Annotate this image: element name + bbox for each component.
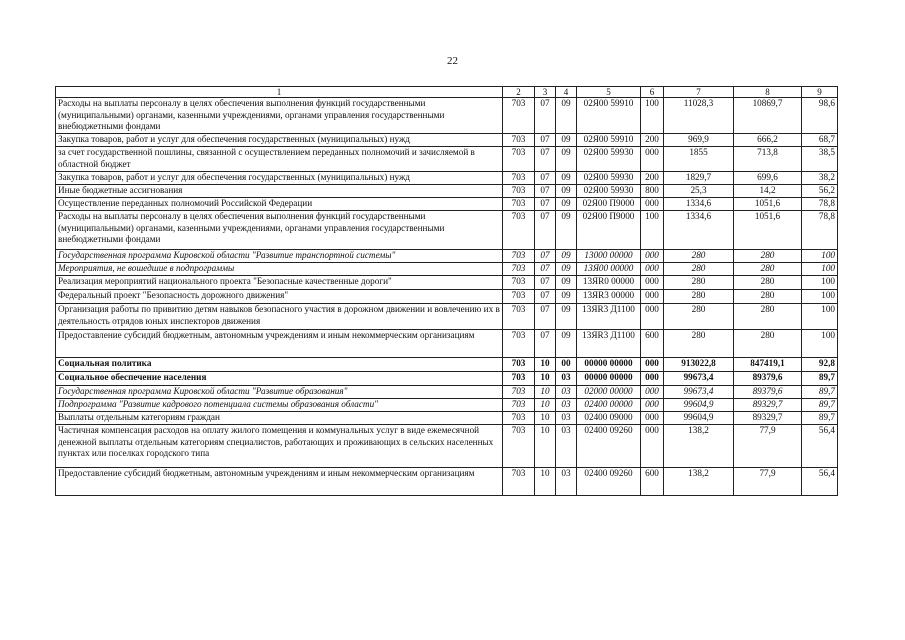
row-plan-cell: 1829,7 <box>664 172 734 185</box>
table-row <box>56 198 838 211</box>
row-subsection-cell: 03 <box>556 412 577 425</box>
row-plan-cell: 99604,9 <box>664 412 734 425</box>
row-name-cell: Частичная компенсация расходов на оплату жилого помещения и коммунальных услуг в виде ежемесячной денежной выплаты отдельным категориям специалистов, работающих и проживающих в сельских населенных пунктах или поселках городского типа <box>56 425 503 468</box>
table-row <box>56 468 838 496</box>
row-actual-cell: 77,9 <box>734 425 802 468</box>
row-expense-type-cell: 000 <box>641 250 664 263</box>
header-cell: 2 <box>503 87 535 98</box>
row-name-cell: Закупка товаров, работ и услуг для обеспечения государственных (муниципальных) нужд <box>56 172 503 185</box>
row-name-cell: Расходы на выплаты персоналу в целях обеспечения выполнения функций государственными (муниципальными) органами, казенными учреждениями, органами управления государственными внебюджетными фондами <box>56 211 503 250</box>
row-actual-cell: 89379,6 <box>734 372 802 386</box>
row-section-cell: 07 <box>535 98 556 134</box>
row-percent-cell: 98,6 <box>802 98 838 134</box>
row-target-article-cell: 13000 00000 <box>577 250 641 263</box>
row-plan-cell: 11028,3 <box>664 98 734 134</box>
row-actual-cell: 89329,7 <box>734 399 802 412</box>
table-row <box>56 399 838 412</box>
row-section-cell: 10 <box>535 386 556 399</box>
row-code-cell: 703 <box>503 425 535 468</box>
row-section-cell: 07 <box>535 330 556 358</box>
row-target-article-cell: 02000 00000 <box>577 386 641 399</box>
table-row <box>56 304 838 330</box>
row-target-article-cell: 13ЯR3 00000 <box>577 290 641 304</box>
row-percent-cell: 78,8 <box>802 211 838 250</box>
row-expense-type-cell: 000 <box>641 358 664 372</box>
row-subsection-cell: 00 <box>556 358 577 372</box>
row-plan-cell: 25,3 <box>664 185 734 198</box>
row-plan-cell: 1334,6 <box>664 211 734 250</box>
row-code-cell: 703 <box>503 276 535 290</box>
row-subsection-cell: 09 <box>556 198 577 211</box>
row-expense-type-cell: 600 <box>641 330 664 358</box>
table-row <box>56 372 838 386</box>
header-cell: 6 <box>641 87 664 98</box>
header-cell: 3 <box>535 87 556 98</box>
row-percent-cell: 100 <box>802 276 838 290</box>
row-code-cell: 703 <box>503 98 535 134</box>
row-expense-type-cell: 800 <box>641 185 664 198</box>
row-section-cell: 10 <box>535 468 556 496</box>
row-section-cell: 07 <box>535 198 556 211</box>
row-code-cell: 703 <box>503 412 535 425</box>
row-percent-cell: 89,7 <box>802 372 838 386</box>
row-code-cell: 703 <box>503 304 535 330</box>
row-percent-cell: 89,7 <box>802 399 838 412</box>
row-plan-cell: 138,2 <box>664 425 734 468</box>
row-actual-cell: 89379,6 <box>734 386 802 399</box>
row-percent-cell: 100 <box>802 304 838 330</box>
table-row <box>56 276 838 290</box>
table-row <box>56 290 838 304</box>
row-expense-type-cell: 100 <box>641 211 664 250</box>
row-actual-cell: 280 <box>734 250 802 263</box>
table-row <box>56 172 838 185</box>
row-section-cell: 07 <box>535 134 556 147</box>
row-target-article-cell: 02Я00 59930 <box>577 147 641 172</box>
row-actual-cell: 89329,7 <box>734 412 802 425</box>
row-percent-cell: 89,7 <box>802 412 838 425</box>
row-subsection-cell: 09 <box>556 276 577 290</box>
row-name-cell: Реализация мероприятий национального проекта "Безопасные качественные дороги" <box>56 276 503 290</box>
row-name-cell: Социальная политика <box>56 358 503 372</box>
row-expense-type-cell: 000 <box>641 372 664 386</box>
row-section-cell: 10 <box>535 358 556 372</box>
row-code-cell: 703 <box>503 134 535 147</box>
row-section-cell: 10 <box>535 372 556 386</box>
row-percent-cell: 100 <box>802 263 838 276</box>
row-subsection-cell: 09 <box>556 250 577 263</box>
row-plan-cell: 969,9 <box>664 134 734 147</box>
row-section-cell: 07 <box>535 250 556 263</box>
row-target-article-cell: 13ЯR3 Д1100 <box>577 330 641 358</box>
row-target-article-cell: 02Я00 59930 <box>577 172 641 185</box>
row-plan-cell: 280 <box>664 263 734 276</box>
row-name-cell: Государственная программа Кировской области "Развитие транспортной системы" <box>56 250 503 263</box>
row-plan-cell: 280 <box>664 276 734 290</box>
row-plan-cell: 1855 <box>664 147 734 172</box>
row-subsection-cell: 09 <box>556 172 577 185</box>
row-plan-cell: 99673,4 <box>664 372 734 386</box>
row-target-article-cell: 02Я00 59910 <box>577 98 641 134</box>
row-actual-cell: 77,9 <box>734 468 802 496</box>
row-actual-cell: 280 <box>734 304 802 330</box>
row-plan-cell: 99604,9 <box>664 399 734 412</box>
row-code-cell: 703 <box>503 330 535 358</box>
row-target-article-cell: 02400 09260 <box>577 468 641 496</box>
row-subsection-cell: 03 <box>556 399 577 412</box>
row-name-cell: Предоставление субсидий бюджетным, автономным учреждениям и иным некоммерческим организациям <box>56 330 503 358</box>
row-name-cell: Иные бюджетные ассигнования <box>56 185 503 198</box>
header-row <box>56 87 838 98</box>
row-section-cell: 07 <box>535 211 556 250</box>
row-subsection-cell: 03 <box>556 386 577 399</box>
row-expense-type-cell: 000 <box>641 386 664 399</box>
row-actual-cell: 280 <box>734 276 802 290</box>
row-subsection-cell: 09 <box>556 330 577 358</box>
table-row <box>56 185 838 198</box>
row-code-cell: 703 <box>503 172 535 185</box>
row-code-cell: 703 <box>503 198 535 211</box>
row-subsection-cell: 09 <box>556 185 577 198</box>
row-expense-type-cell: 000 <box>641 198 664 211</box>
row-percent-cell: 89,7 <box>802 386 838 399</box>
row-target-article-cell: 02400 00000 <box>577 399 641 412</box>
row-actual-cell: 699,6 <box>734 172 802 185</box>
row-expense-type-cell: 000 <box>641 412 664 425</box>
row-target-article-cell: 00000 00000 <box>577 358 641 372</box>
row-plan-cell: 280 <box>664 250 734 263</box>
row-actual-cell: 713,8 <box>734 147 802 172</box>
row-percent-cell: 92,8 <box>802 358 838 372</box>
table-row <box>56 386 838 399</box>
row-actual-cell: 14,2 <box>734 185 802 198</box>
row-name-cell: Федеральный проект "Безопасность дорожного движения" <box>56 290 503 304</box>
row-subsection-cell: 09 <box>556 98 577 134</box>
row-expense-type-cell: 200 <box>641 172 664 185</box>
header-cell: 9 <box>802 87 838 98</box>
header-cell: 7 <box>664 87 734 98</box>
row-section-cell: 10 <box>535 399 556 412</box>
row-expense-type-cell: 100 <box>641 98 664 134</box>
table-row <box>56 211 838 250</box>
table-row <box>56 412 838 425</box>
row-code-cell: 703 <box>503 263 535 276</box>
row-code-cell: 703 <box>503 372 535 386</box>
row-expense-type-cell: 000 <box>641 276 664 290</box>
row-section-cell: 07 <box>535 147 556 172</box>
row-expense-type-cell: 000 <box>641 147 664 172</box>
row-plan-cell: 138,2 <box>664 468 734 496</box>
table-row <box>56 358 838 372</box>
row-subsection-cell: 09 <box>556 211 577 250</box>
row-name-cell: Мероприятия, не вошедшие в подпрограммы <box>56 263 503 276</box>
row-section-cell: 07 <box>535 276 556 290</box>
row-code-cell: 703 <box>503 358 535 372</box>
row-subsection-cell: 09 <box>556 290 577 304</box>
row-code-cell: 703 <box>503 211 535 250</box>
row-actual-cell: 280 <box>734 330 802 358</box>
row-target-article-cell: 02Я00 59910 <box>577 134 641 147</box>
row-name-cell: Предоставление субсидий бюджетным, автономным учреждениям и иным некоммерческим организациям <box>56 468 503 496</box>
row-target-article-cell: 00000 00000 <box>577 372 641 386</box>
row-code-cell: 703 <box>503 290 535 304</box>
row-percent-cell: 78,8 <box>802 198 838 211</box>
row-plan-cell: 99673,4 <box>664 386 734 399</box>
row-name-cell: Закупка товаров, работ и услуг для обеспечения государственных (муниципальных) нужд <box>56 134 503 147</box>
row-name-cell: за счет государственной пошлины, связанной с осуществлением переданных полномочий и зачисляемой в областной бюджет <box>56 147 503 172</box>
header-cell: 4 <box>556 87 577 98</box>
row-name-cell: Организация работы по привитию детям навыков безопасного участия в дорожном движении и вовлечению их в деятельность отрядов юных инспекторов движения <box>56 304 503 330</box>
row-percent-cell: 68,7 <box>802 134 838 147</box>
row-target-article-cell: 13ЯR0 00000 <box>577 276 641 290</box>
header-cell: 5 <box>577 87 641 98</box>
row-actual-cell: 280 <box>734 263 802 276</box>
row-name-cell: Расходы на выплаты персоналу в целях обеспечения выполнения функций государственными (муниципальными) органами, казенными учреждениями, органами управления государственными внебюджетными фондами <box>56 98 503 134</box>
row-actual-cell: 1051,6 <box>734 198 802 211</box>
row-section-cell: 07 <box>535 172 556 185</box>
row-section-cell: 10 <box>535 412 556 425</box>
row-section-cell: 07 <box>535 304 556 330</box>
header-cell: 1 <box>56 87 503 98</box>
row-percent-cell: 100 <box>802 250 838 263</box>
row-percent-cell: 56,4 <box>802 468 838 496</box>
row-subsection-cell: 09 <box>556 304 577 330</box>
row-actual-cell: 1051,6 <box>734 211 802 250</box>
row-code-cell: 703 <box>503 185 535 198</box>
row-section-cell: 07 <box>535 185 556 198</box>
row-target-article-cell: 13Я00 00000 <box>577 263 641 276</box>
row-plan-cell: 280 <box>664 304 734 330</box>
table-row <box>56 330 838 358</box>
row-percent-cell: 56,4 <box>802 425 838 468</box>
table-row <box>56 263 838 276</box>
row-actual-cell: 847419,1 <box>734 358 802 372</box>
row-name-cell: Подпрограмма "Развитие кадрового потенциала системы образования области" <box>56 399 503 412</box>
row-actual-cell: 666,2 <box>734 134 802 147</box>
row-percent-cell: 100 <box>802 290 838 304</box>
row-plan-cell: 280 <box>664 330 734 358</box>
row-plan-cell: 280 <box>664 290 734 304</box>
row-target-article-cell: 02Я00 П9000 <box>577 198 641 211</box>
row-plan-cell: 1334,6 <box>664 198 734 211</box>
row-expense-type-cell: 000 <box>641 425 664 468</box>
row-name-cell: Выплаты отдельным категориям граждан <box>56 412 503 425</box>
header-cell: 8 <box>734 87 802 98</box>
row-subsection-cell: 03 <box>556 425 577 468</box>
row-subsection-cell: 03 <box>556 468 577 496</box>
row-expense-type-cell: 600 <box>641 468 664 496</box>
table-row <box>56 98 838 134</box>
row-expense-type-cell: 000 <box>641 399 664 412</box>
row-expense-type-cell: 000 <box>641 290 664 304</box>
budget-table <box>55 86 838 496</box>
row-percent-cell: 56,2 <box>802 185 838 198</box>
row-code-cell: 703 <box>503 468 535 496</box>
row-subsection-cell: 09 <box>556 263 577 276</box>
row-subsection-cell: 09 <box>556 134 577 147</box>
row-code-cell: 703 <box>503 399 535 412</box>
row-target-article-cell: 02400 09000 <box>577 412 641 425</box>
table-row <box>56 425 838 468</box>
row-section-cell: 07 <box>535 263 556 276</box>
row-section-cell: 07 <box>535 290 556 304</box>
row-name-cell: Государственная программа Кировской области "Развитие образования" <box>56 386 503 399</box>
row-expense-type-cell: 000 <box>641 304 664 330</box>
row-code-cell: 703 <box>503 250 535 263</box>
table-row <box>56 147 838 172</box>
table-row <box>56 250 838 263</box>
row-code-cell: 703 <box>503 147 535 172</box>
row-percent-cell: 38,5 <box>802 147 838 172</box>
row-actual-cell: 280 <box>734 290 802 304</box>
row-target-article-cell: 13ЯR3 Д1100 <box>577 304 641 330</box>
row-target-article-cell: 02Я00 П9000 <box>577 211 641 250</box>
row-actual-cell: 10869,7 <box>734 98 802 134</box>
row-expense-type-cell: 200 <box>641 134 664 147</box>
row-name-cell: Социальное обеспечение населения <box>56 372 503 386</box>
row-plan-cell: 913022,8 <box>664 358 734 372</box>
table-body <box>56 87 838 496</box>
table-row <box>56 134 838 147</box>
row-section-cell: 10 <box>535 425 556 468</box>
row-subsection-cell: 03 <box>556 372 577 386</box>
row-percent-cell: 100 <box>802 330 838 358</box>
row-target-article-cell: 02Я00 59930 <box>577 185 641 198</box>
row-percent-cell: 38,2 <box>802 172 838 185</box>
row-expense-type-cell: 000 <box>641 263 664 276</box>
row-subsection-cell: 09 <box>556 147 577 172</box>
page-number: 22 <box>447 55 458 67</box>
row-target-article-cell: 02400 09260 <box>577 425 641 468</box>
row-code-cell: 703 <box>503 386 535 399</box>
row-name-cell: Осуществление переданных полномочий Российской Федерации <box>56 198 503 211</box>
